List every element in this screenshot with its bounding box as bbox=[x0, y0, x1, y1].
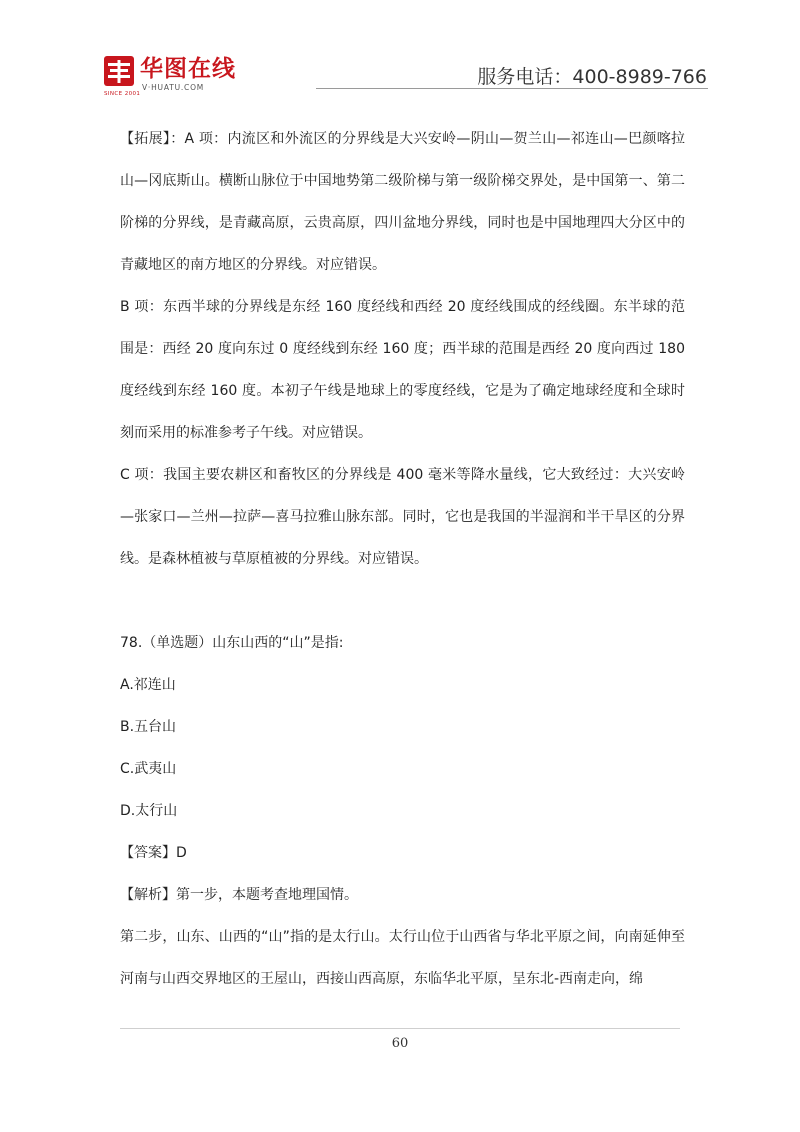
logo-since: SINCE 2001 bbox=[104, 91, 141, 97]
option-c: C.武夷山 bbox=[120, 761, 177, 777]
answer-value: D bbox=[176, 845, 187, 861]
page-number: 60 bbox=[391, 1036, 409, 1051]
service-hotline: 服务电话：400-8989-766 bbox=[477, 66, 707, 88]
analysis-step2: 第二步，山东、山西的“山”指的是太行山。太行山位于山西省与华北平原之间，向南延伸至河南与山西交界地区的王屋山，西接山西高原，东临华北平原，呈东北-西南走向，绵 bbox=[120, 929, 685, 987]
analysis-label: 【解析】 bbox=[120, 887, 176, 903]
answer-label: 【答案】 bbox=[120, 845, 176, 861]
logo-url: V·HUATU.COM bbox=[142, 83, 205, 92]
question-stem: 78.（单选题）山东山西的“山”是指: bbox=[120, 635, 344, 651]
logo-brand-text: 华图在线 bbox=[140, 56, 236, 82]
page-header bbox=[0, 0, 800, 100]
answer-line bbox=[120, 832, 685, 874]
footer-divider bbox=[120, 1028, 680, 1029]
option-b: B.五台山 bbox=[120, 719, 177, 735]
page-content bbox=[120, 118, 685, 1000]
huatu-logo bbox=[104, 56, 236, 97]
option-a: A.祁连山 bbox=[120, 677, 176, 693]
extension-c-paragraph: C 项：我国主要农耕区和畜牧区的分界线是 400 毫米等降水量线，它大致经过：大兴安岭—张家口—兰州—拉萨—喜马拉雅山脉东部。同时，它也是我国的半湿润和半干旱区的分界线。是森林植被与草原植被的分界线。对应错误。 bbox=[120, 467, 685, 567]
analysis-step1-text: 第一步，本题考查地理国情。 bbox=[176, 887, 358, 903]
extension-label: 【拓展】 bbox=[120, 131, 171, 147]
huatu-logo-icon bbox=[104, 56, 134, 90]
extension-a-text: ：A 项：内流区和外流区的分界线是大兴安岭—阴山—贺兰山—祁连山—巴颜喀拉山—冈底斯山。横断山脉位于中国地势第二级阶梯与第一级阶梯交界处，是中国第一、第二阶梯的分界线，是青藏高原，云贵高原，四川盆地分界线，同时也是中国地理四大分区中的青藏地区的南方地区的分界线。对应错误。 bbox=[120, 131, 686, 273]
option-d: D.太行山 bbox=[120, 803, 178, 819]
header-divider bbox=[316, 88, 708, 89]
extension-a-paragraph bbox=[120, 118, 685, 286]
extension-b-paragraph: B 项：东西半球的分界线是东经 160 度经线和西经 20 度经线围成的经线圈。东半球的范围是：西经 20 度向东过 0 度经线到东经 160 度；西半球的范围是西经 20 度向西过 180 度经线到东经 160 度。本初子午线是地球上的零度经线，它是为了确定地球经度和全球时刻而采用的标准参考子午线。对应错误。 bbox=[120, 299, 685, 441]
section-spacer bbox=[120, 580, 685, 622]
analysis-step1 bbox=[120, 874, 685, 916]
